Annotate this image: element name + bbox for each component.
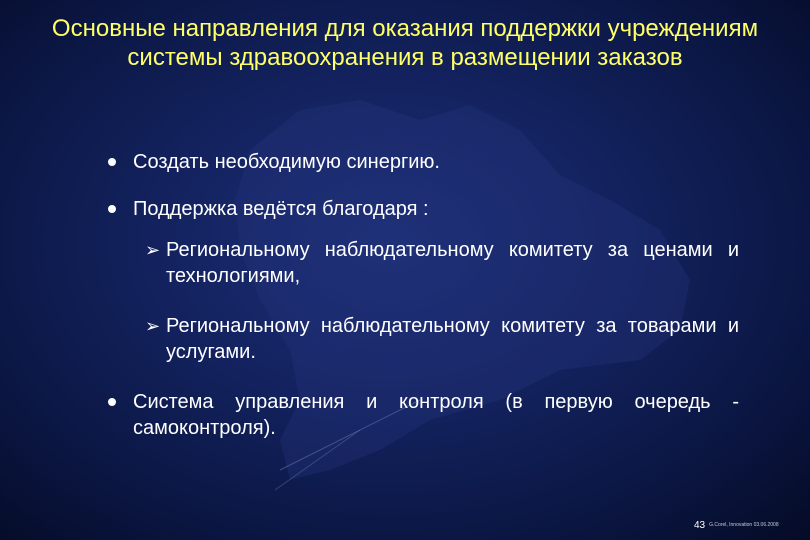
footer-note: G.Corel, Innovation 03.06.2008 (709, 522, 779, 529)
arrow-right-icon: ➢ (145, 240, 161, 260)
bullet-icon (108, 398, 116, 406)
sub-bullet-prices-tech: Региональному наблюдательному комитету за ценами и технологиями, (166, 239, 739, 287)
slide-footer (694, 520, 779, 531)
arrow-right-icon: ➢ (145, 316, 161, 336)
sub-bullet-goods-services: Региональному наблюдательному комитету за товарами и услугами. (166, 315, 739, 363)
slide-title: Основные направления для оказания поддержки учреждениям системы здравоохранения в размещении заказов (51, 15, 759, 71)
bullet-support: Поддержка ведётся благодаря : (133, 198, 429, 220)
bullet-control: Система управления и контроля (в первую очередь - самоконтроля). (133, 391, 739, 439)
bullet-icon (108, 158, 116, 166)
bullet-icon (108, 205, 116, 213)
bullet-synergy: Создать необходимую синергию. (133, 151, 440, 173)
page-number: 43 (694, 520, 706, 531)
